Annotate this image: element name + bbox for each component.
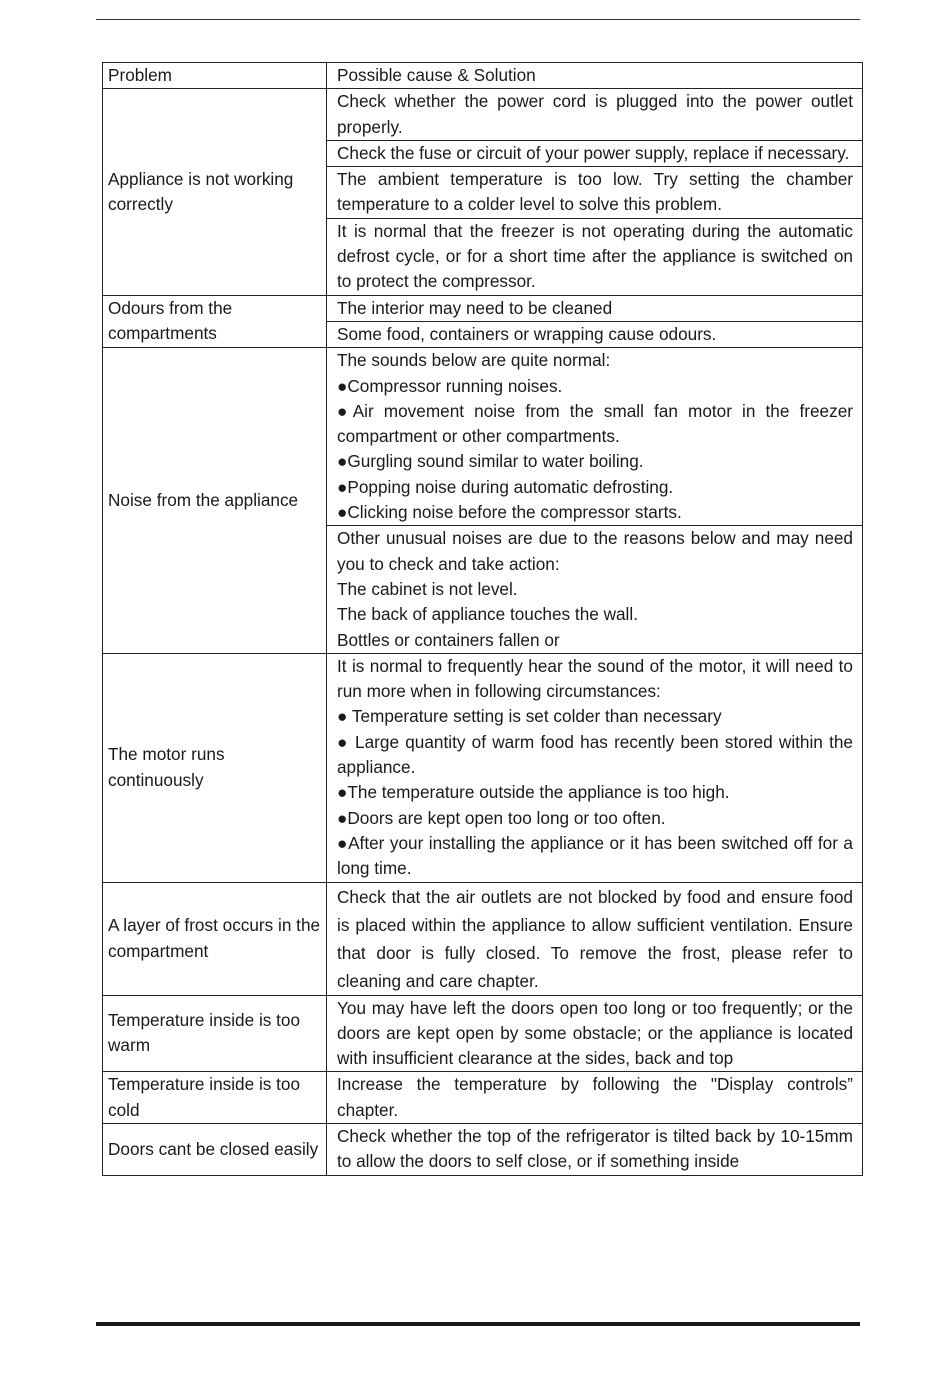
- problem-cell: Noise from the appliance: [103, 348, 327, 654]
- solution-line: It is normal to frequently hear the sound of the motor, it will need to run more when in following circumstances:: [337, 655, 853, 702]
- solution-cell: You may have left the doors open too long or too frequently; or the doors are kept open by some obstacle; or the appliance is located with insufficient clearance at the sides, back and top: [327, 995, 863, 1072]
- table-row: [103, 89, 863, 141]
- solution-line: The cabinet is not level.: [337, 578, 518, 599]
- bullet-line: ●After your installing the appliance or it has been switched off for a long time.: [337, 832, 853, 879]
- table-row: [103, 882, 863, 995]
- solution-line: Bottles or containers fallen or: [337, 629, 560, 650]
- footer-rule: [96, 1322, 860, 1326]
- table-row: [103, 653, 863, 882]
- problem-cell: The motor runs continuously: [103, 653, 327, 882]
- solution-line: Other unusual noises are due to the reasons below and may need you to check and take action:: [337, 528, 853, 574]
- table-row: [103, 348, 863, 526]
- solution-cell: The interior may need to be cleaned: [327, 295, 863, 321]
- bullet-line: ● Temperature setting is set colder than necessary: [337, 706, 722, 727]
- header-solution: Possible cause & Solution: [327, 63, 863, 89]
- solution-cell: [327, 348, 863, 526]
- bullet-line: ●The temperature outside the appliance is too high.: [337, 782, 730, 803]
- troubleshooting-table: [102, 62, 863, 1176]
- problem-cell: Odours from the compartments: [103, 295, 327, 348]
- bullet-line: ●Compressor running noises.: [337, 375, 563, 396]
- bullet-line: ●Clicking noise before the compressor starts.: [337, 502, 682, 523]
- table-row: [103, 1072, 863, 1124]
- table-row: [103, 1123, 863, 1175]
- solution-cell: Check whether the top of the refrigerator is tilted back by 10-15mm to allow the doors to self close, or if something inside: [327, 1123, 863, 1175]
- bullet-line: ● Large quantity of warm food has recently been stored within the appliance.: [337, 731, 853, 778]
- problem-cell: A layer of frost occurs in the compartment: [103, 882, 327, 995]
- solution-cell: Check that the air outlets are not blocked by food and ensure food is placed within the appliance to allow sufficient ventilation. Ensure that door is fully closed. To remove the frost, please refer to cleaning and care chapter.: [327, 882, 863, 995]
- solution-cell: [327, 526, 863, 653]
- table-row: [103, 995, 863, 1072]
- solution-cell: The ambient temperature is too low. Try setting the chamber temperature to a colder level to solve this problem.: [327, 167, 863, 219]
- solution-cell: Check the fuse or circuit of your power supply, replace if necessary.: [327, 140, 863, 166]
- problem-cell: Temperature inside is too cold: [103, 1072, 327, 1124]
- bullet-line: ●Popping noise during automatic defrosting.: [337, 476, 674, 497]
- solution-cell: Increase the temperature by following the "Display controls” chapter.: [327, 1072, 863, 1124]
- table-header-row: [103, 63, 863, 89]
- problem-cell: Doors cant be closed easily: [103, 1123, 327, 1175]
- solution-cell: It is normal that the freezer is not operating during the automatic defrost cycle, or for a short time after the appliance is switched on to protect the compressor.: [327, 218, 863, 295]
- solution-cell: Some food, containers or wrapping cause odours.: [327, 321, 863, 347]
- solution-cell: Check whether the power cord is plugged into the power outlet properly.: [327, 89, 863, 141]
- bullet-line: ●Gurgling sound similar to water boiling.: [337, 451, 644, 472]
- header-problem: Problem: [103, 63, 327, 89]
- header-rule: [96, 19, 860, 20]
- problem-cell: Temperature inside is too warm: [103, 995, 327, 1072]
- solution-cell: [327, 653, 863, 882]
- solution-line: The back of appliance touches the wall.: [337, 604, 638, 625]
- bullet-line: ●Air movement noise from the small fan motor in the freezer compartment or other compartments.: [337, 400, 853, 447]
- problem-cell: Appliance is not working correctly: [103, 89, 327, 295]
- table-row: [103, 295, 863, 321]
- solution-line: The sounds below are quite normal:: [337, 350, 611, 371]
- bullet-line: ●Doors are kept open too long or too often.: [337, 807, 666, 828]
